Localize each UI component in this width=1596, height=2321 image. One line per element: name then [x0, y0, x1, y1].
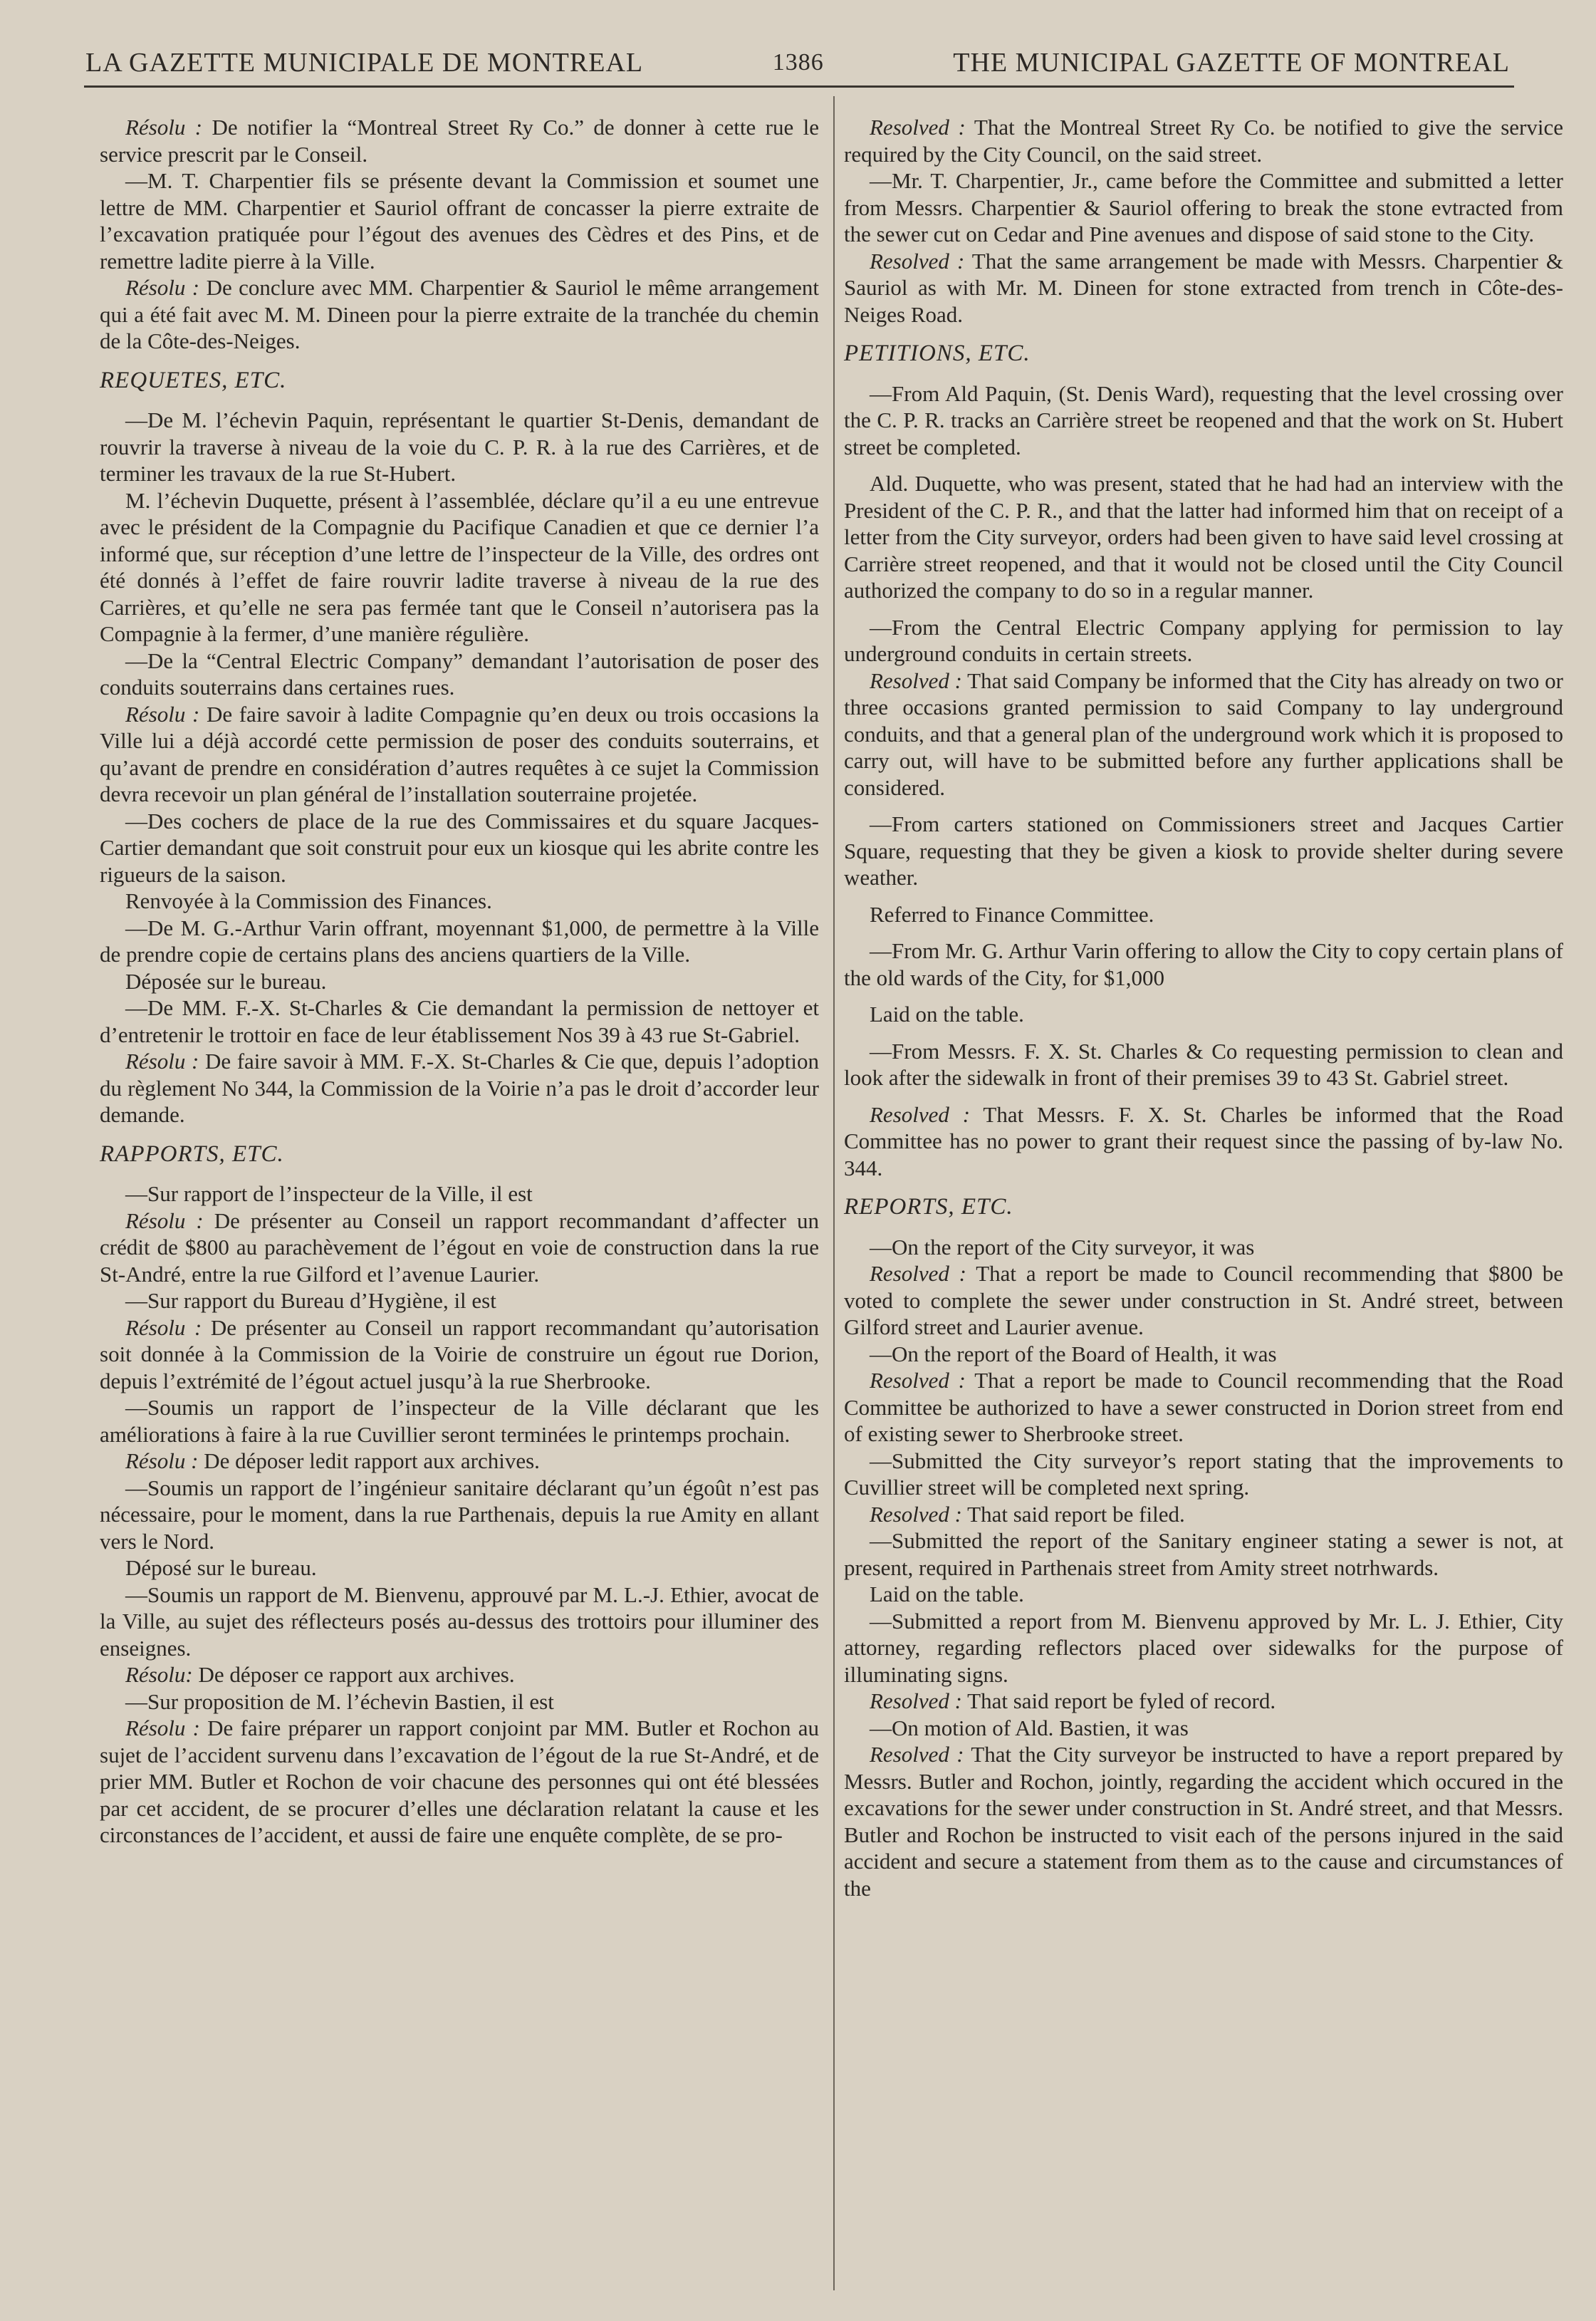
paragraph: Resolved : That a report be made to Council recommending that the Road Committee be authorized to have a sewer constructed in Dorion street from end of existing sewer to Sherbrooke street.	[844, 1368, 1563, 1446]
paragraph: —De M. l’échevin Paquin, représentant le quartier St-Denis, demandant de rouvrir la traverse à niveau de la voie du C. P. R. à la rue des Carrières, et de terminer les travaux de la rue St-Hubert.	[100, 407, 819, 486]
header-english-title: THE MUNICIPAL GAZETTE OF MONTREAL	[953, 48, 1510, 78]
paragraph: —On the report of the City surveyor, it was	[870, 1234, 1255, 1260]
paragraph: —M. T. Charpentier fils se présente devant la Commission et soumet une lettre de MM. Charpentier et Sauriol offrant de concasser la pierre extraite de l’excavation pratiquée pour l’égout des avenues des Cèdres et des Pins, et de remettre ladite pierre à la Ville.	[100, 168, 819, 274]
paragraph: Résolu : De notifier la “Montreal Street Ry Co.” de donner à cette rue le service prescrit par le Conseil.	[100, 115, 819, 167]
paragraph: Resolved : That Messrs. F. X. St. Charles be informed that the Road Committee has no power to grant their request since the passing of by-law No. 344.	[844, 1101, 1563, 1180]
paragraph: Déposée sur le bureau.	[125, 968, 327, 994]
paragraph: Resolved : That the Montreal Street Ry Co. be notified to give the service required by the City Council, on the said street.	[844, 115, 1563, 167]
paragraph: —De MM. F.-X. St-Charles & Cie demandant la permission de nettoyer et d’entretenir le trottoir en face de leur établissement Nos 39 à 43 rue St-Gabriel.	[100, 995, 819, 1047]
section-heading-rapports: RAPPORTS, ETC.	[100, 1141, 284, 1167]
paragraph: —Des cochers de place de la rue des Commissaires et du square Jacques-Cartier demandant que soit construit pour eux un kiosque qui les abrite contre les rigueurs de la saison.	[100, 808, 819, 887]
paragraph: —De M. G.-Arthur Varin offrant, moyennant $1,000, de permettre à la Ville de prendre copie de certains plans des anciens quartiers de la Ville.	[100, 915, 819, 967]
paragraph: —From Mr. G. Arthur Varin offering to allow the City to copy certain plans of the old wards of the City, for $1,000	[844, 938, 1563, 990]
paragraph: —Sur rapport de l’inspecteur de la Ville, il est	[125, 1181, 533, 1206]
paragraph: —Submitted the City surveyor’s report stating that the improvements to Cuvillier street will be completed next spring.	[844, 1448, 1563, 1500]
section-heading-requetes: REQUETES, ETC.	[100, 367, 287, 393]
french-column	[100, 114, 819, 1849]
paragraph: Resolved : That said Company be informed that the City has already on two or three occasions granted permission to said Company to lay underground conduits, and that a general plan of the underground work which it is proposed to carry out, will have to be submitted before any further applications shall be considered.	[844, 668, 1563, 800]
paragraph: Renvoyée à la Commission des Finances.	[125, 888, 492, 913]
paragraph: Resolved : That said report be fyled of record.	[870, 1688, 1276, 1713]
page-number: 1386	[772, 49, 824, 76]
paragraph: —Soumis un rapport de M. Bienvenu, approuvé par M. L.-J. Ethier, avocat de la Ville, au sujet des réflecteurs posés au-dessus des trottoirs pour illuminer des enseignes.	[100, 1582, 819, 1661]
paragraph: Résolu : De faire préparer un rapport conjoint par MM. Butler et Rochon au sujet de l’accident survenu dans l’excavation de l’égout de la rue St-André, et de prier MM. Butler et Rochon de voir chacune des personnes qui ont été blessées par cet accident, de se procurer d’elles une déclaration relatant la cause et les circonstances de l’accident, et aussi de faire une enquête complète, de se pro-	[100, 1715, 819, 1847]
english-column	[844, 114, 1563, 1901]
paragraph: Laid on the table.	[870, 1002, 1024, 1027]
paragraph: Resolved : That the same arrangement be made with Messrs. Charpentier & Sauriol as with Mr. M. Dineen for stone extracted from trench in Côte-des-Neiges Road.	[844, 248, 1563, 327]
paragraph: —Sur proposition de M. l’échevin Bastien, il est	[125, 1688, 554, 1714]
paragraph: Déposé sur le bureau.	[125, 1555, 317, 1580]
paragraph: Résolu : De présenter au Conseil un rapport recommandant d’affecter un crédit de $800 au parachèvement de l’égout en voie de construction dans la rue St-André, entre la rue Gilford et l’avenue Laurier.	[100, 1208, 819, 1287]
column-divider	[833, 96, 835, 2290]
paragraph: —From carters stationed on Commissioners street and Jacques Cartier Square, requesting that they be given a kiosk to provide shelter during severe weather.	[844, 811, 1563, 890]
paragraph: —De la “Central Electric Company” demandant l’autorisation de poser des conduits souterrains dans certaines rues.	[100, 648, 819, 700]
paragraph: —Soumis un rapport de l’ingénieur sanitaire déclarant qu’un égoût n’est pas nécessaire, pour le moment, dans la rue Parthenais, depuis la rue Amity en allant vers le Nord.	[100, 1475, 819, 1554]
paragraph: —On the report of the Board of Health, it was	[870, 1341, 1277, 1366]
paragraph: Résolu: De déposer ce rapport aux archives.	[125, 1662, 515, 1687]
header-french-title: LA GAZETTE MUNICIPALE DE MONTREAL	[85, 48, 644, 78]
paragraph: —From Ald Paquin, (St. Denis Ward), requesting that the level crossing over the C. P. R. tracks an Carrière street be reopened and that the work on St. Hubert street be completed.	[844, 380, 1563, 459]
paragraph: —From Messrs. F. X. St. Charles & Co requesting permission to clean and look after the sidewalk in front of their premises 39 to 43 St. Gabriel street.	[844, 1038, 1563, 1090]
paragraph: Referred to Finance Committee.	[870, 901, 1154, 927]
paragraph: Resolved : That said report be filed.	[870, 1501, 1185, 1527]
paragraph: Résolu : De conclure avec MM. Charpentier & Sauriol le même arrangement qui a été fait avec M. M. Dineen pour la pierre extraite de la tranchée du chemin de la Côte-des-Neiges.	[100, 275, 820, 353]
section-heading-reports: REPORTS, ETC.	[844, 1194, 1013, 1220]
paragraph: —Sur rapport du Bureau d’Hygiène, il est	[125, 1288, 496, 1313]
paragraph: —On motion of Ald. Bastien, it was	[870, 1715, 1189, 1740]
paragraph: Résolu : De faire savoir à MM. F.-X. St-Charles & Cie que, depuis l’adoption du règlement No 344, la Commission de la Voirie n’a pas le droit d’accorder leur demande.	[100, 1049, 819, 1127]
paragraph: Résolu : De faire savoir à ladite Compagnie qu’en deux ou trois occasions la Ville lui a déjà accordé cette permission de poser des conduits souterrains, et qu’avant de prendre en considération d’autres requêtes à ce sujet la Commission devra recevoir un plan général de l’installation souterraine projetée.	[100, 701, 819, 806]
paragraph: Resolved : That a report be made to Council recommending that $800 be voted to complete the sewer under construction in St. André street, between Gilford street and Laurier avenue.	[844, 1261, 1563, 1339]
section-heading-petitions: PETITIONS, ETC.	[844, 341, 1031, 366]
paragraph: Resolved : That the City surveyor be instructed to have a report prepared by Messrs. Butler and Rochon, jointly, regarding the accident which occured in the excavations for the sewer under construction in St. André street, and that Messrs. Butler and Rochon be instructed to visit each of the persons injured in the said accident and secure a statement from them as to the cause and circumstances of the	[844, 1742, 1563, 1901]
paragraph: —Mr. T. Charpentier, Jr., came before the Committee and submitted a letter from Messrs. Charpentier & Sauriol offering to break the stone evtracted from the sewer cut on Cedar and Pine avenues and dispose of said stone to the City.	[844, 168, 1563, 246]
paragraph: Résolu : De présenter au Conseil un rapport recommandant qu’autorisation soit donnée à la Commission de la Voirie de construire un égout rue Dorion, depuis l’extrémité de l’égout actuel jusqu’à la rue Sherbrooke.	[100, 1314, 819, 1393]
paragraph: Résolu : De déposer ledit rapport aux archives.	[125, 1448, 540, 1473]
paragraph: —From the Central Electric Company applying for permission to lay underground conduits in certain streets.	[844, 614, 1563, 666]
paragraph: Laid on the table.	[870, 1582, 1024, 1606]
paragraph: M. l’échevin Duquette, présent à l’assemblée, déclare qu’il a eu une entrevue avec le président de la Compagnie du Pacifique Canadien et que ce dernier l’a informé que, sur réception d’une lettre de l’inspecteur de la Ville, des ordres ont été donnés à l’effet de faire rouvrir ladite traverse à niveau de la rue des Carrières, et qu’elle ne sera pas fermée tant que le Conseil n’autorisera pas la Compagnie à la fermer, d’une manière régulière.	[100, 487, 819, 646]
header-rule	[84, 85, 1514, 88]
paragraph: —Soumis un rapport de l’inspecteur de la Ville déclarant que les améliorations à faire à la rue Cuvillier seront terminées le printemps prochain.	[100, 1395, 819, 1447]
paragraph: —Submitted the report of the Sanitary engineer stating a sewer is not, at present, required in Parthenais street from Amity street notrhwards.	[844, 1528, 1563, 1580]
page-header	[85, 41, 1510, 84]
paragraph: —Submitted a report from M. Bienvenu approved by Mr. L. J. Ethier, City attorney, regarding reflectors placed over sidewalks for the purpose of illuminating signs.	[844, 1608, 1563, 1687]
paragraph: Ald. Duquette, who was present, stated that he had had an interview with the President of the C. P. R., and that the latter had informed him that on receipt of a letter from the City surveyor, orders had been given to have said level crossing at Carrière street reopened, and that it would not be closed until the City Council authorized the company to do so in a regular manner.	[844, 471, 1563, 603]
